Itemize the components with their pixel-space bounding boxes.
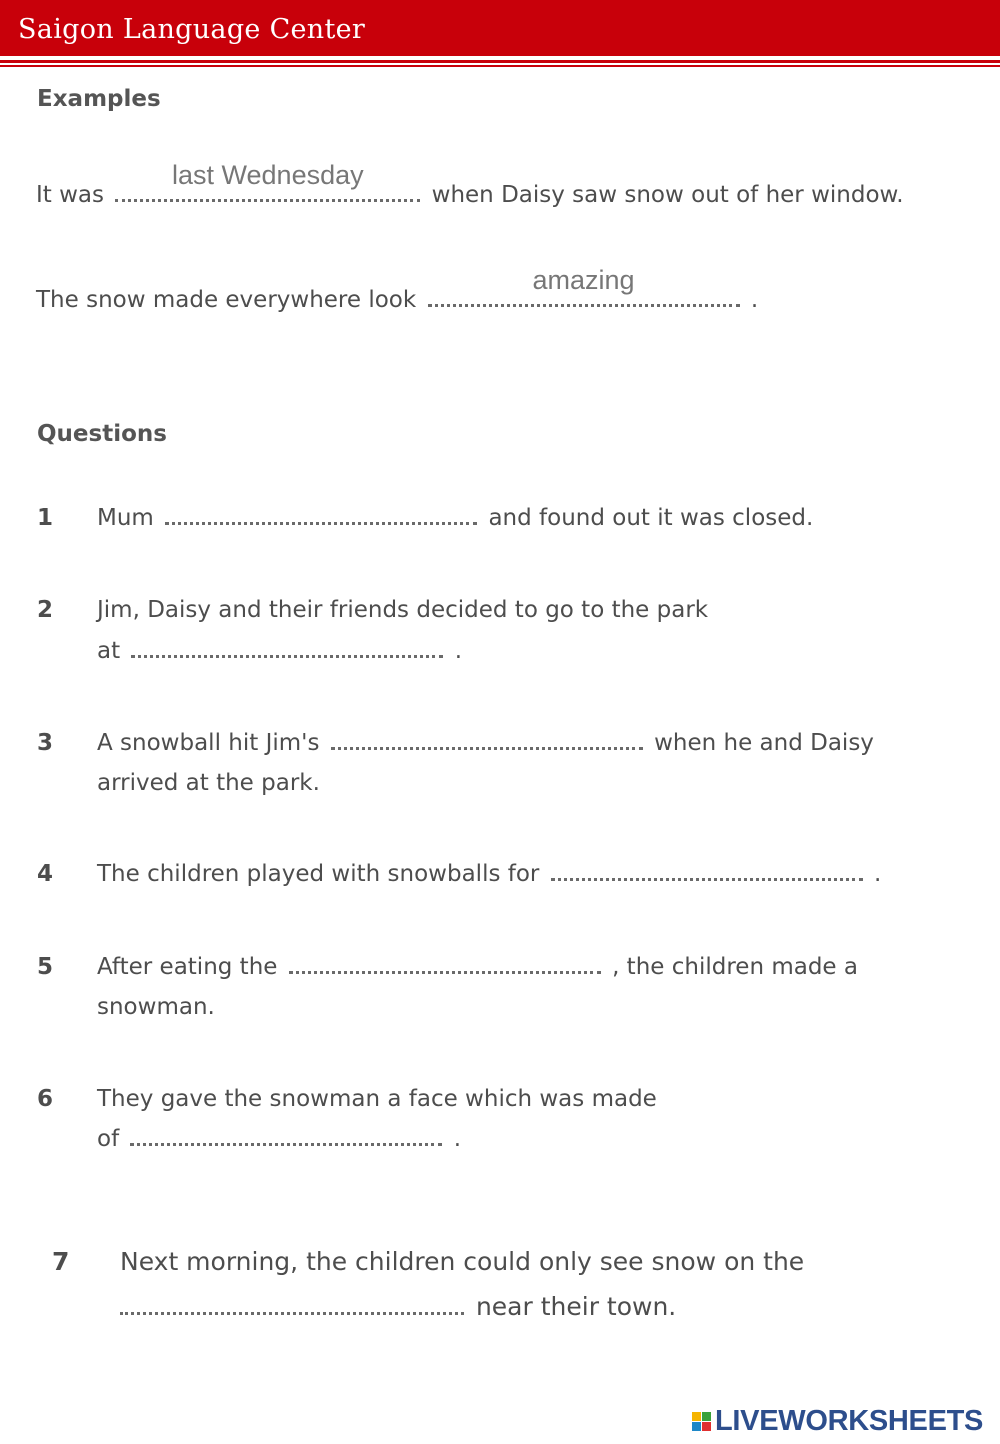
liveworksheets-icon <box>692 1412 711 1431</box>
question-4-after: . <box>874 861 882 887</box>
question-6-before: of <box>97 1126 120 1152</box>
header-rule <box>0 60 1000 63</box>
question-1-after: and found out it was closed. <box>488 505 814 531</box>
question-1-answer-blank[interactable] <box>165 518 477 525</box>
question-7-answer-blank[interactable] <box>120 1308 464 1315</box>
question-3-before: A snowball hit Jim's <box>97 730 320 756</box>
question-5-number: 5 <box>37 954 54 980</box>
question-1-number: 1 <box>37 505 54 531</box>
question-7-number: 7 <box>52 1247 70 1276</box>
brand-text: LIVEWORKSHEETS <box>715 1404 984 1437</box>
example-2-answer: amazing <box>532 265 635 295</box>
question-6-answer-blank[interactable] <box>130 1139 442 1146</box>
example-1-blank <box>115 160 420 202</box>
questions-heading: Questions <box>37 421 167 447</box>
question-3-answer-blank[interactable] <box>331 743 643 750</box>
question-3-number: 3 <box>37 730 54 756</box>
question-5-before: After eating the <box>97 954 278 980</box>
question-7-line1: Next morning, the children could only see snow on the <box>120 1247 805 1276</box>
question-5-line2: snowman. <box>97 994 215 1020</box>
example-2-after: . <box>750 287 759 313</box>
examples-heading: Examples <box>37 86 161 112</box>
question-5-answer-blank[interactable] <box>289 967 601 974</box>
example-2-before: The snow made everywhere look <box>36 287 417 313</box>
question-1-before: Mum <box>97 505 154 531</box>
question-6-number: 6 <box>37 1086 54 1112</box>
question-4 <box>97 861 881 887</box>
question-7-after: near their town. <box>475 1292 677 1321</box>
question-5-after: , the children made a <box>612 954 858 980</box>
example-1-after: when Daisy saw snow out of her window. <box>431 182 904 208</box>
question-2-before: at <box>97 638 121 664</box>
question-6-line1: They gave the snowman a face which was made <box>97 1086 657 1112</box>
example-1-before: It was <box>36 182 105 208</box>
liveworksheets-logo <box>692 1402 983 1440</box>
header-bar <box>0 0 1000 56</box>
question-2-line2 <box>97 638 462 664</box>
question-1 <box>97 505 813 531</box>
question-3-after: when he and Daisy <box>654 730 874 756</box>
question-3-line1 <box>97 730 874 756</box>
question-4-answer-blank[interactable] <box>551 874 863 881</box>
example-2 <box>36 265 759 313</box>
question-2-after: . <box>454 638 463 664</box>
question-6-line2 <box>97 1126 461 1152</box>
question-7-line2 <box>116 1292 676 1321</box>
question-4-before: The children played with snowballs for <box>97 861 540 887</box>
question-6-after: . <box>453 1126 462 1152</box>
question-2-number: 2 <box>37 597 54 623</box>
header-title: Saigon Language Center <box>18 14 366 45</box>
question-3-line2: arrived at the park. <box>97 770 320 796</box>
example-1-answer: last Wednesday <box>172 160 364 190</box>
question-5-line1 <box>97 954 858 980</box>
question-4-number: 4 <box>37 861 54 887</box>
example-2-blank <box>428 265 740 307</box>
question-2-answer-blank[interactable] <box>131 651 443 658</box>
example-1 <box>36 160 904 208</box>
question-2-line1: Jim, Daisy and their friends decided to go to the park <box>97 597 709 623</box>
header-rule-thin <box>0 65 1000 67</box>
